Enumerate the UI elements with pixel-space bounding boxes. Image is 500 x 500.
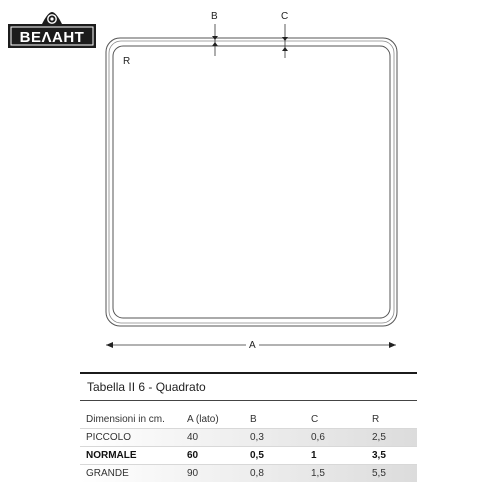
size-name: GRANDE: [86, 468, 129, 479]
value-a: 60: [187, 450, 199, 461]
dimension-label-a: A: [246, 340, 259, 351]
tray-outer-outline: [106, 38, 397, 326]
table-title-rule: [80, 400, 417, 401]
column-header: Dimensioni in cm.: [86, 414, 165, 425]
table-header-row: [80, 411, 417, 429]
value-b: 0,8: [250, 468, 264, 479]
dimensions-table: [80, 411, 417, 482]
value-c: 1,5: [311, 468, 325, 479]
size-name: NORMALE: [86, 450, 137, 461]
svg-text:BEΛAHT: BEΛAHT: [19, 29, 85, 46]
size-name: PICCOLO: [86, 432, 132, 443]
value-r: 2,5: [372, 432, 386, 443]
value-a: 40: [187, 432, 199, 443]
dimension-label-c: C: [281, 11, 289, 22]
column-header: R: [372, 414, 380, 425]
column-header: C: [311, 414, 319, 425]
table-row: [80, 465, 417, 483]
column-header: B: [250, 414, 257, 425]
value-a: 90: [187, 468, 199, 479]
dimension-label-r: R: [123, 56, 131, 67]
value-c: 0,6: [311, 432, 325, 443]
table-title: Tabella II 6 - Quadrato: [87, 380, 206, 394]
tray-rim-outline: [109, 41, 394, 323]
value-b: 0,3: [250, 432, 264, 443]
value-r: 3,5: [372, 450, 386, 461]
table-row: [80, 429, 417, 447]
dimension-label-b: B: [211, 11, 218, 22]
table-top-rule: [80, 372, 417, 374]
table-row: [80, 447, 417, 465]
value-b: 0,5: [250, 450, 264, 461]
value-c: 1: [311, 450, 317, 461]
column-header: A (lato): [187, 414, 219, 425]
value-r: 5,5: [372, 468, 386, 479]
tray-inner-outline: [113, 46, 390, 318]
